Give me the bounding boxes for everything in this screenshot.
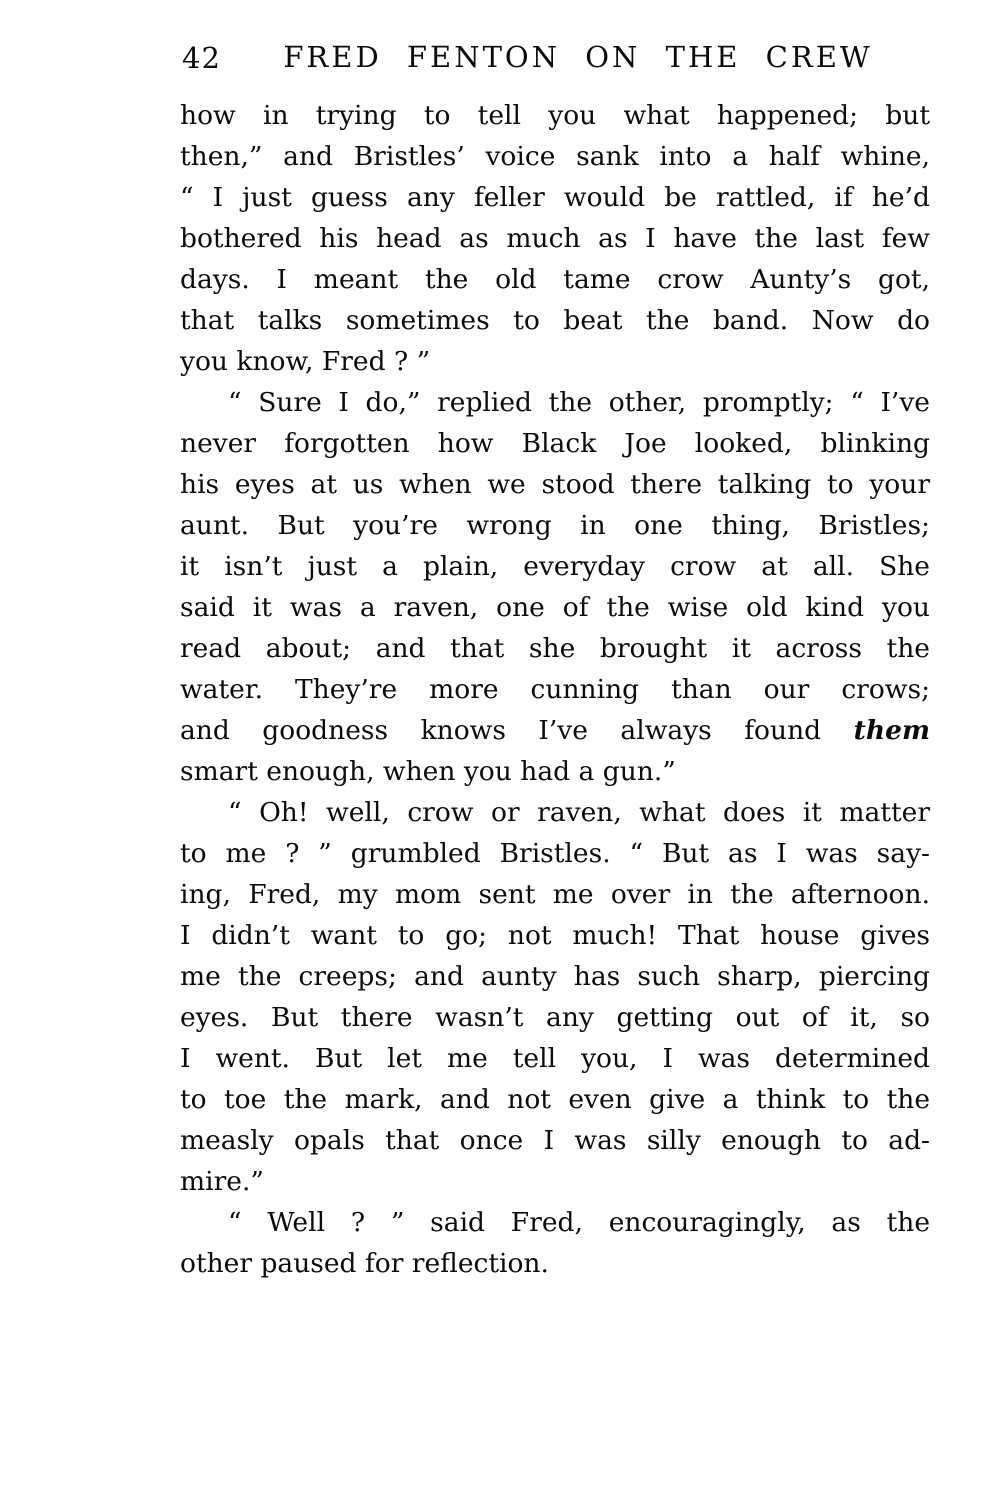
text-line [180,423,930,464]
running-title: FRED FENTON ON THE CREW [283,40,873,74]
text-line [180,136,930,177]
text-segment: smart enough, when you had a gun.” [180,756,676,787]
page-number: 42 [182,41,221,75]
text-line [180,997,930,1038]
text-line [180,382,930,423]
text-segment: aunt. But you’re wrong in one thing, Bristles; [180,510,930,541]
text-line [180,95,930,136]
text-segment: days. I meant the old tame crow Aunty’s got, [180,264,930,295]
text-segment: that talks sometimes to beat the band. Now do [180,305,930,336]
page-header [180,40,930,78]
paragraph [180,1202,930,1284]
text-line [180,628,930,669]
text-line [180,833,930,874]
text-line [180,341,930,382]
text-line [180,1079,930,1120]
text-segment: I went. But let me tell you, I was determined [180,1043,930,1074]
text-line [180,1120,930,1161]
text-line [180,218,930,259]
paragraph [180,95,930,382]
text-segment: “ I just guess any feller would be rattled, if he’d [180,182,930,213]
text-segment: I didn’t want to go; not much! That house gives [180,920,930,951]
text-line [180,546,930,587]
italic-text: them [853,715,930,746]
text-segment: eyes. But there wasn’t any getting out of it, so [180,1002,930,1033]
text-line [180,1202,930,1243]
text-segment: it isn’t just a plain, everyday crow at all. She [180,551,930,582]
text-segment: measly opals that once I was silly enough to ad- [180,1125,930,1156]
text-line [180,177,930,218]
text-line [180,792,930,833]
text-line [180,710,930,751]
text-segment: water. They’re more cunning than our crows; [180,674,930,705]
text-segment: and goodness knows I’ve always found [180,715,854,746]
body-text [180,95,930,1284]
text-line [180,915,930,956]
text-segment: you know, Fred ? ” [180,346,431,377]
text-segment: bothered his head as much as I have the last few [180,223,930,254]
text-segment: to me ? ” grumbled Bristles. “ But as I was say- [180,838,930,869]
text-segment: read about; and that she brought it across the [180,633,930,664]
text-segment: said it was a raven, one of the wise old kind you [180,592,930,623]
text-line [180,669,930,710]
text-line [180,874,930,915]
text-segment: other paused for reflection. [180,1248,549,1279]
text-segment: “ Oh! well, crow or raven, what does it matter [228,797,930,828]
text-segment: never forgotten how Black Joe looked, blinking [180,428,930,459]
paragraph [180,382,930,792]
text-segment: then,” and Bristles’ voice sank into a half whine, [180,141,930,172]
text-line [180,464,930,505]
text-line [180,1243,930,1284]
text-segment: to toe the mark, and not even give a think to the [180,1084,930,1115]
text-line [180,587,930,628]
text-segment: how in trying to tell you what happened; but [180,100,930,131]
text-line [180,1038,930,1079]
text-line [180,751,930,792]
text-segment: “ Sure I do,” replied the other, promptly; “ I’ve [228,387,930,418]
text-line [180,505,930,546]
text-segment: ing, Fred, my mom sent me over in the afternoon. [180,879,930,910]
text-segment: mire.” [180,1166,264,1197]
text-segment: “ Well ? ” said Fred, encouragingly, as the [228,1207,930,1238]
text-line [180,1161,930,1202]
text-line [180,259,930,300]
text-segment: his eyes at us when we stood there talking to your [180,469,930,500]
text-segment: me the creeps; and aunty has such sharp, piercing [180,961,930,992]
text-line [180,956,930,997]
paragraph [180,792,930,1202]
text-line [180,300,930,341]
